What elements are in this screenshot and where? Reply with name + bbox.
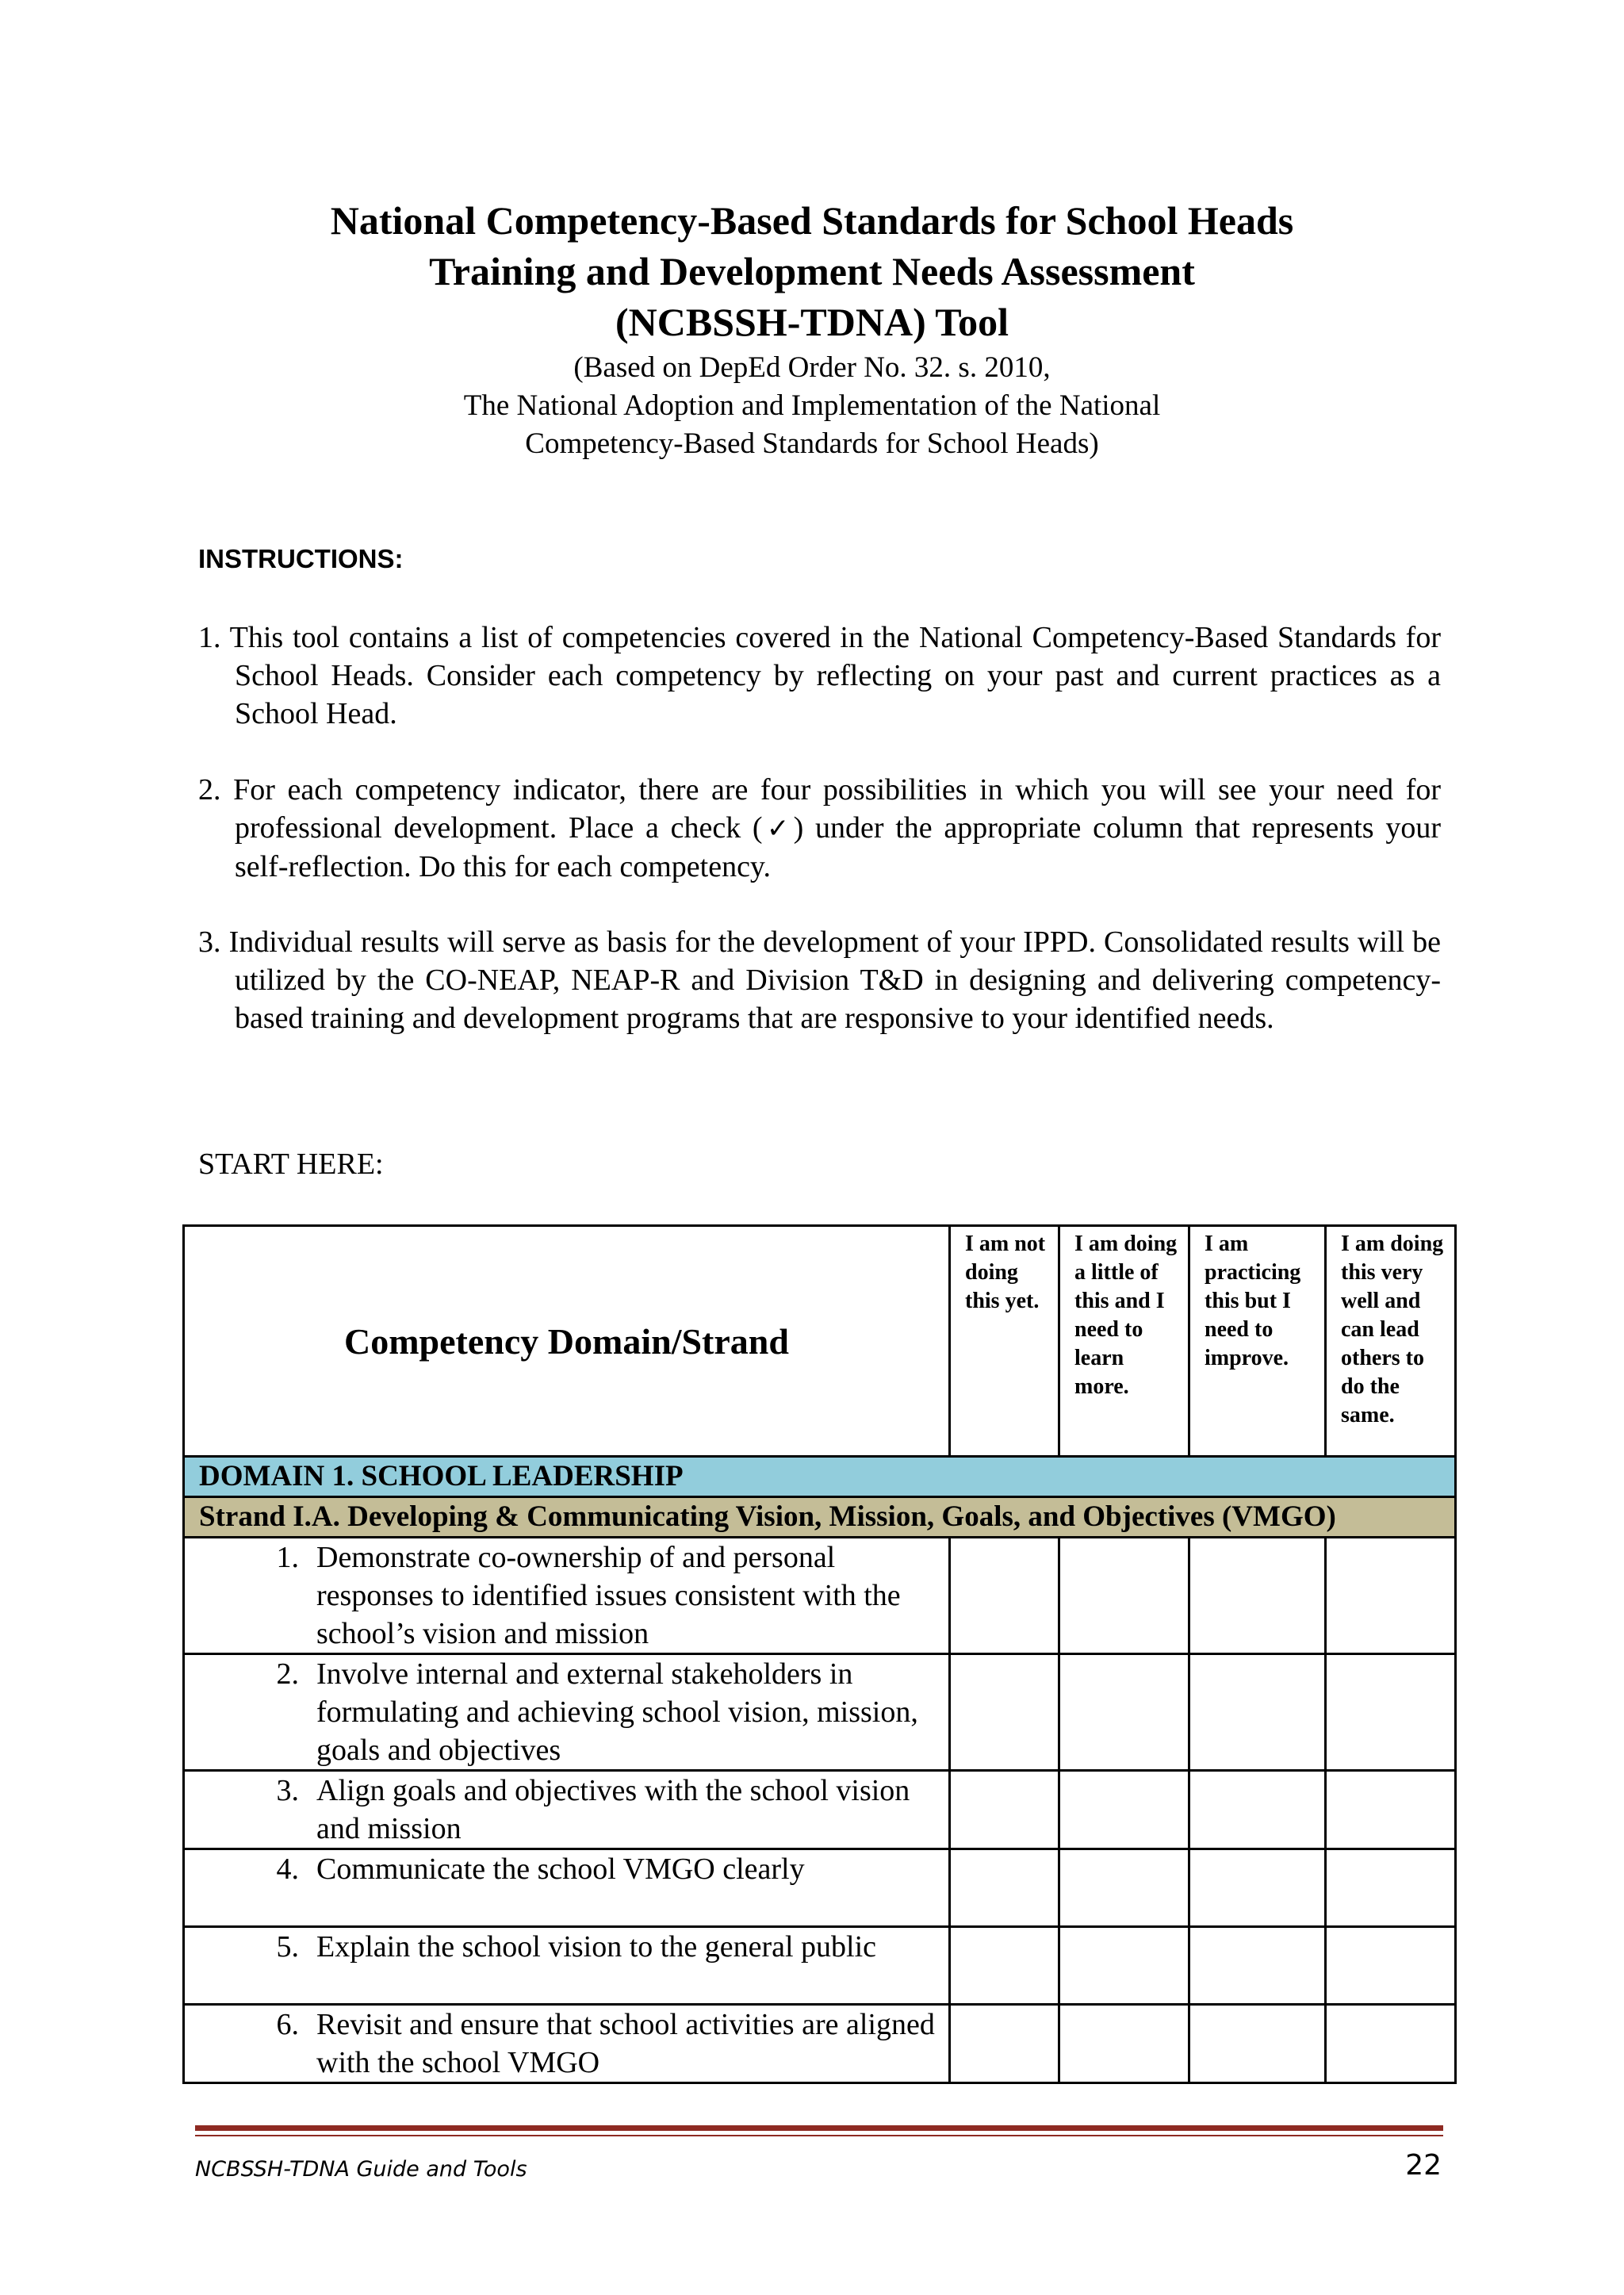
instruction-number: 3. [198,925,229,959]
subtitle-line-3: Competency-Based Standards for School Heads) [525,427,1099,460]
check-cell-doing-little[interactable] [1059,1654,1189,1771]
competency-cell [184,1849,950,1927]
competency-number: 4. [276,1852,299,1886]
competency-number: 3. [276,1774,299,1807]
footer-divider [195,2125,1443,2131]
competency-text: Communicate the school VMGO clearly [316,1852,805,1886]
table-header-row [184,1226,1456,1457]
check-cell-doing-well[interactable] [1326,2005,1456,2083]
instruction-number: 1. [198,621,230,654]
start-here-label: START HERE: [198,1148,384,1181]
check-cell-practicing[interactable] [1189,1849,1326,1927]
domain-label: DOMAIN 1. SCHOOL LEADERSHIP [184,1457,1456,1497]
check-cell-doing-little[interactable] [1059,1927,1189,2005]
competency-number: 2. [276,1657,299,1691]
footer-divider-thin [195,2135,1443,2136]
competency-cell [184,1654,950,1771]
table-row [184,1927,1456,2005]
competency-number: 5. [276,1930,299,1964]
strand-row [184,1497,1456,1538]
table-row [184,2005,1456,2083]
check-cell-doing-well[interactable] [1326,1654,1456,1771]
table-row [184,1654,1456,1771]
competency-text: Align goals and objectives with the school vision and mission [316,1774,910,1845]
column-header-doing-well: I am doing this very well and can lead others to do the same. [1326,1226,1456,1457]
title-line-2: Training and Development Needs Assessment [429,249,1195,293]
checkmark-icon: ✓ [762,813,794,845]
check-cell-doing-well[interactable] [1326,1927,1456,2005]
check-cell-not-doing[interactable] [950,1654,1059,1771]
check-cell-doing-little[interactable] [1059,1538,1189,1654]
column-header-not-doing: I am not doing this yet. [950,1226,1059,1457]
competency-table [182,1224,1457,2084]
check-cell-not-doing[interactable] [950,1849,1059,1927]
instruction-3 [198,923,1441,1037]
instruction-text: Individual results will serve as basis for the development of your IPPD. Consolidated results will be utilized by the CO-NEAP, NEAP-R and Division T&D in designing and delivering competency-based training and development programs that are responsive to your identified needs. [228,925,1441,1035]
check-cell-practicing[interactable] [1189,2005,1326,2083]
check-cell-not-doing[interactable] [950,1927,1059,2005]
check-cell-doing-little[interactable] [1059,1771,1189,1849]
check-cell-practicing[interactable] [1189,1927,1326,2005]
instruction-number: 2. [198,773,234,807]
competency-text: Involve internal and external stakeholders in formulating and achieving school vision, mission, goals and objectives [316,1657,918,1767]
instruction-text: For each competency indicator, there are four possibilities in which you will see your need for professional development. Place a check ( [233,773,1442,845]
competency-text: Demonstrate co-ownership of and personal responses to identified issues consistent with the school’s vision and mission [316,1541,901,1650]
instruction-text: ) under the appropriate column that represents your self-reflection. Do this for each competency. [235,811,1441,883]
domain-row [184,1457,1456,1497]
page-number: 22 [1405,2149,1442,2182]
competency-number: 1. [276,1541,299,1574]
check-cell-not-doing[interactable] [950,2005,1059,2083]
check-cell-practicing[interactable] [1189,1538,1326,1654]
competency-domain-header: Competency Domain/Strand [184,1226,950,1457]
competency-cell [184,2005,950,2083]
competency-cell [184,1927,950,2005]
document-title [0,195,1624,463]
footer-document-name: NCBSSH-TDNA Guide and Tools [195,2157,527,2182]
competency-cell [184,1771,950,1849]
instruction-2 [198,771,1441,886]
competency-cell [184,1538,950,1654]
check-cell-not-doing[interactable] [950,1538,1059,1654]
check-cell-practicing[interactable] [1189,1654,1326,1771]
subtitle-line-2: The National Adoption and Implementation of the National [463,389,1161,422]
check-cell-practicing[interactable] [1189,1771,1326,1849]
table-row [184,1538,1456,1654]
check-cell-doing-well[interactable] [1326,1771,1456,1849]
check-cell-doing-little[interactable] [1059,2005,1189,2083]
column-header-doing-little: I am doing a little of this and I need to learn more. [1059,1226,1189,1457]
competency-text: Revisit and ensure that school activities are aligned with the school VMGO [316,2008,935,2079]
check-cell-doing-well[interactable] [1326,1538,1456,1654]
title-line-3: (NCBSSH-TDNA) Tool [615,300,1009,344]
check-cell-doing-little[interactable] [1059,1849,1189,1927]
subtitle-line-1: (Based on DepEd Order No. 32. s. 2010, [573,351,1051,384]
strand-label: Strand I.A. Developing & Communicating Vision, Mission, Goals, and Objectives (VMGO) [184,1497,1456,1538]
table-row [184,1771,1456,1849]
column-header-practicing: I am practicing this but I need to improve. [1189,1226,1326,1457]
instructions-heading: INSTRUCTIONS: [198,544,404,573]
instruction-1 [198,619,1441,733]
table-row [184,1849,1456,1927]
check-cell-not-doing[interactable] [950,1771,1059,1849]
title-line-1: National Competency-Based Standards for School Heads [330,198,1294,243]
check-cell-doing-well[interactable] [1326,1849,1456,1927]
instruction-text: This tool contains a list of competencies covered in the National Competency-Based Standards for School Heads. Consider each competency by reflecting on your past and current practices as a School Head. [229,621,1441,730]
competency-text: Explain the school vision to the general public [316,1930,877,1964]
competency-number: 6. [276,2008,299,2041]
